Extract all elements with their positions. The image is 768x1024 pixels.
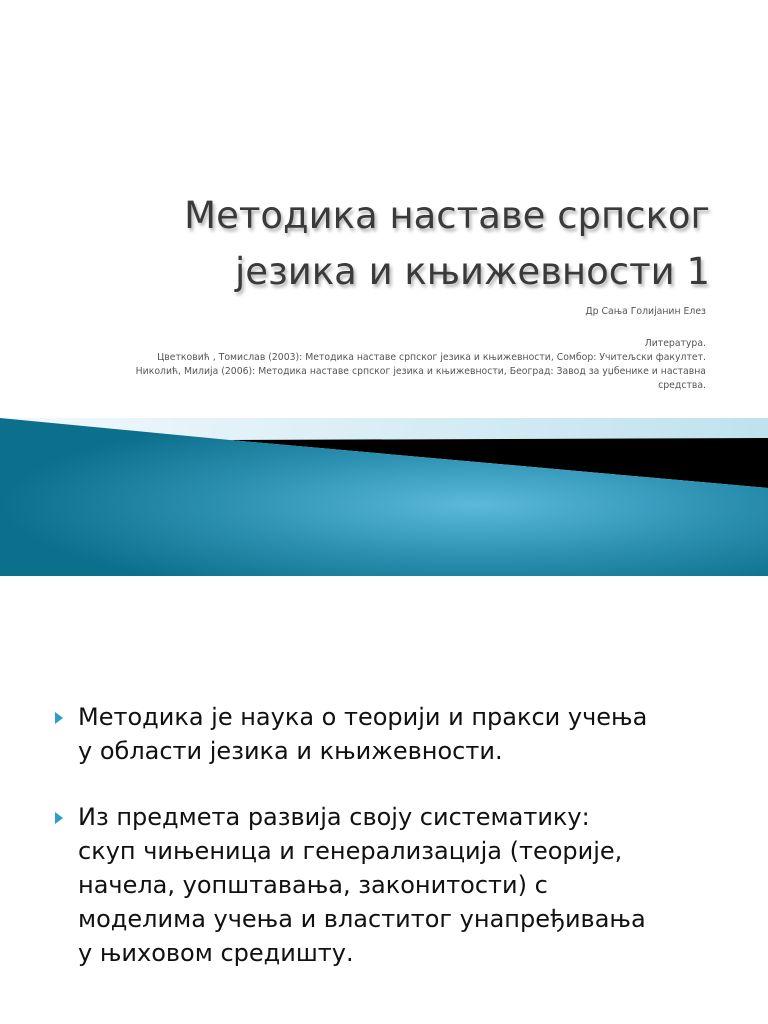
bullet-2-line-1: Из предмета развија своју систематику: xyxy=(78,803,590,831)
slide-title-line1: Методика наставе српског xyxy=(184,194,710,237)
slide-title-line2: језика и књижевности 1 xyxy=(235,250,710,293)
content-slide xyxy=(0,576,768,1024)
bullet-1-line-2: у области језика и књижевности. xyxy=(78,737,503,765)
bullet-arrow-icon xyxy=(55,712,63,724)
bullet-arrow-icon xyxy=(55,812,63,824)
bullet-2-line-2: скуп чињеница и генерализација (теорије, xyxy=(78,837,623,865)
decorative-banner xyxy=(0,418,768,576)
literature-heading: Литература. xyxy=(644,338,706,349)
bullet-2-line-3: начела, уопштавања, законитости) с xyxy=(78,871,548,899)
author-name: Др Сања Голијанин Елез xyxy=(585,306,706,317)
bullet-1-line-1: Методика је наука о теорији и пракси учења xyxy=(78,703,648,731)
reference-2-line1: Николић, Милија (2006): Методика наставе српског језика и књижевности, Београд: Завод за уџбенике и наставна xyxy=(135,366,706,377)
bullet-2-line-4: моделима учења и властитог унапређивања xyxy=(78,905,646,933)
bullet-item xyxy=(52,700,742,768)
slide-subtitle xyxy=(60,305,706,393)
bullet-list xyxy=(52,700,742,1002)
reference-2-line2: средства. xyxy=(658,380,706,391)
reference-1: Цветковић , Томислав (2003): Методика наставе српског језика и књижевности, Сомбор: Учитељски факултет. xyxy=(157,352,706,363)
slide-title xyxy=(60,188,710,300)
bullet-item xyxy=(52,800,742,970)
bullet-2-line-5: у њиховом средишту. xyxy=(78,939,354,967)
